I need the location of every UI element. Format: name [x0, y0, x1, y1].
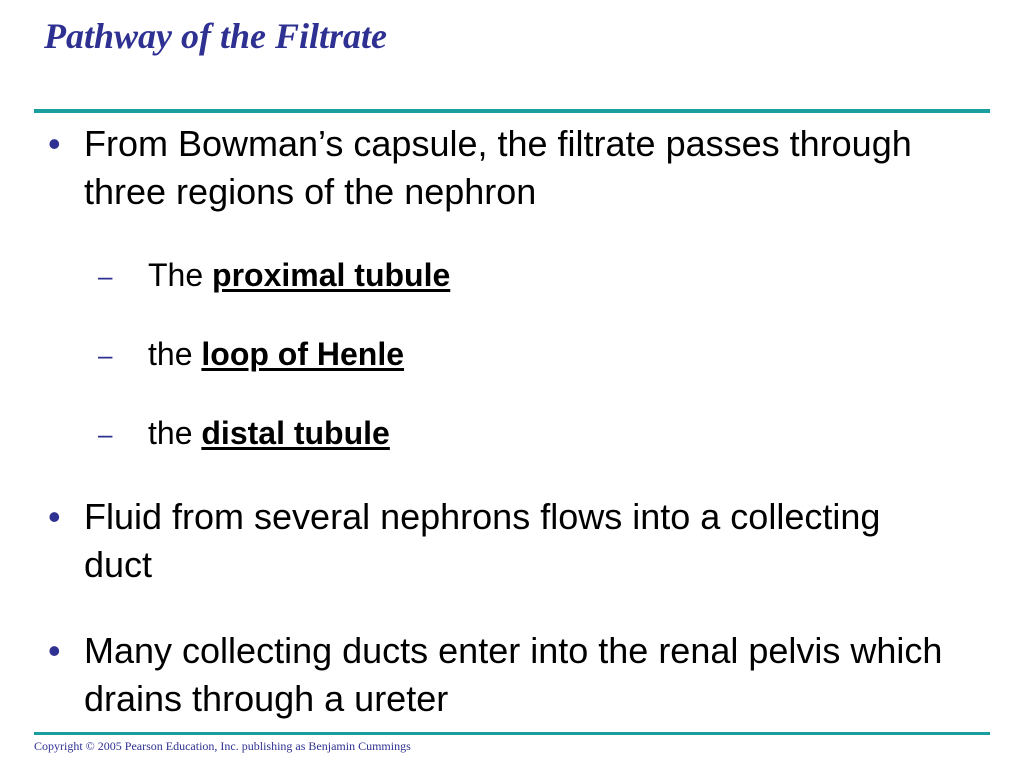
bullet-marker: • — [48, 123, 61, 164]
sub-item-distal-tubule — [148, 413, 390, 453]
sub-item-loop-of-henle — [148, 334, 404, 374]
bullet-marker: • — [48, 496, 61, 537]
copyright-notice: Copyright © 2005 Pearson Education, Inc. publishing as Benjamin Cummings — [34, 739, 411, 753]
sub-item-proximal-tubule — [148, 255, 450, 295]
bullet-marker: • — [48, 630, 61, 671]
sub-bullet-marker: – — [98, 419, 113, 449]
title-divider — [34, 109, 990, 113]
term-distal-tubule: distal tubule — [201, 415, 390, 451]
sub-item-prefix: the — [148, 336, 202, 372]
slide-title: Pathway of the Filtrate — [44, 16, 388, 56]
bullet-item-3: Many collecting ducts enter into the renal pelvis which drains through a ureter — [84, 630, 943, 719]
term-proximal-tubule: proximal tubule — [212, 257, 451, 293]
bullet-item-2: Fluid from several nephrons flows into a collecting duct — [84, 496, 881, 585]
term-loop-of-henle: loop of Henle — [201, 336, 405, 372]
sub-item-prefix: the — [148, 415, 202, 451]
bullet-item-1: From Bowman’s capsule, the filtrate passes through three regions of the nephron — [84, 123, 912, 212]
footer-divider — [34, 732, 990, 735]
sub-bullet-marker: – — [98, 261, 113, 291]
sub-bullet-marker: – — [98, 340, 113, 370]
sub-item-prefix: The — [148, 257, 213, 293]
